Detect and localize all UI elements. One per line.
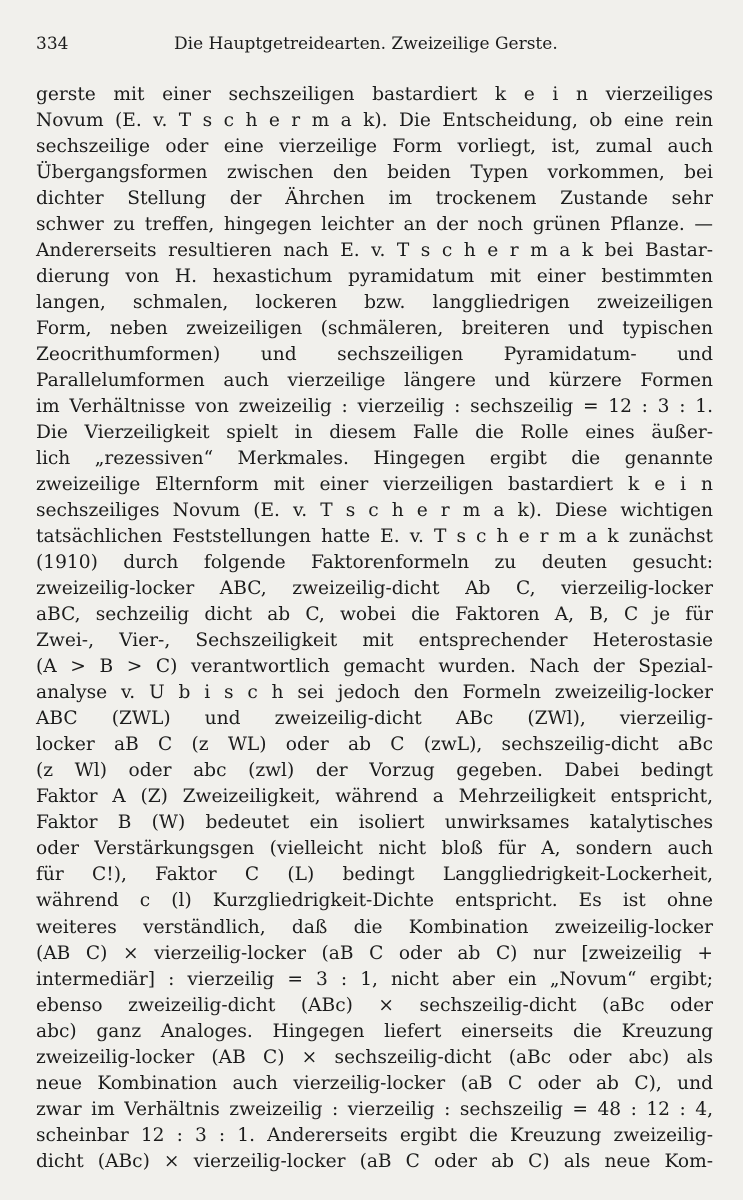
text-line: gerste mit einer sechszeiligen bastardiert k e i n vierzeiliges [36,84,713,105]
text-line: dierung von H. hexastichum pyramidatum mit einer bestimmten [36,266,713,288]
text-line: weiteres verständlich, daß die Kombination zweizeilig-locker [36,916,713,938]
text-line: Zeocrithumformen) und sechszeiligen Pyramidatum- und [36,344,713,366]
text-line: langen, schmalen, lockeren bzw. langgliedrigen zweizeiligen [36,292,713,314]
text-line: Parallelumformen auch vierzeilige längere und kürzere Formen [36,370,713,392]
text-line: sechszeiliges Novum (E. v. T s c h e r m a k). Diese wichtigen [36,500,713,522]
text-line: Form, neben zweizeiligen (schmäleren, breiteren und typischen [36,318,713,340]
text-line: im Verhältnisse von zweizeilig : vierzeilig : sechszeilig = 12 : 3 : 1. [36,396,713,418]
text-line: zwar im Verhältnis zweizeilig : vierzeilig : sechszeilig = 48 : 12 : 4, [36,1098,713,1120]
text-line: ABC (ZWL) und zweizeilig-dicht ABc (ZWl), vierzeilig- [36,708,713,730]
page-header [36,34,716,60]
text-line: sechszeilige oder eine vierzeilige Form vorliegt, ist, zumal auch [36,136,713,158]
running-title: Die Hauptgetreidearten. Zweizeilige Gerste. [174,34,558,54]
page-number: 334 [36,34,69,54]
text-line: zweizeilige Elternform mit einer vierzeiligen bastardiert k e i n [36,474,713,496]
text-line: analyse v. U b i s c h sei jedoch den Formeln zweizeilig-locker [36,682,713,704]
text-line: ebenso zweizeilig-dicht (ABc) × sechszeilig-dicht (aBc oder [36,994,713,1016]
text-line: Faktor B (W) bedeutet ein isoliert unwirksames katalytisches [36,812,713,834]
text-line: locker aB C (z WL) oder ab C (zwL), sechszeilig-dicht aBc [36,734,713,756]
text-line: lich „rezessiven“ Merkmales. Hingegen ergibt die genannte [36,448,713,470]
text-line: Faktor A (Z) Zweizeiligkeit, während a Mehrzeiligkeit entspricht, [36,786,713,808]
text-line: für C!), Faktor C (L) bedingt Langgliedrigkeit-Lockerheit, [36,864,713,886]
text-line: (AB C) × vierzeilig-locker (aB C oder ab C) nur [zweizeilig + [36,942,713,964]
body-text [36,82,713,1175]
text-line: dicht (ABc) × vierzeilig-locker (aB C oder ab C) als neue Kom- [36,1150,713,1172]
text-line: (A > B > C) verantwortlich gemacht wurden. Nach der Spezial- [36,656,713,678]
text-line: tatsächlichen Feststellungen hatte E. v. T s c h e r m a k zunächst [36,526,713,548]
text-line: (z Wl) oder abc (zwl) der Vorzug gegeben. Dabei bedingt [36,760,713,782]
text-line: Übergangsformen zwischen den beiden Typen vorkommen, bei [36,162,713,184]
text-line: schwer zu treffen, hingegen leichter an der noch grünen Pflanze. — [36,214,713,236]
text-line: Die Vierzeiligkeit spielt in diesem Falle die Rolle eines äußer- [36,422,713,444]
text-line: abc) ganz Analoges. Hingegen liefert einerseits die Kreuzung [36,1020,713,1042]
text-line: während c (l) Kurzgliedrigkeit-Dichte entspricht. Es ist ohne [36,890,713,912]
text-line: Zwei-, Vier-, Sechszeiligkeit mit entsprechender Heterostasie [36,630,713,652]
text-line: oder Verstärkungsgen (vielleicht nicht bloß für A, sondern auch [36,838,713,860]
text-line: zweizeilig-locker ABC, zweizeilig-dicht Ab C, vierzeilig-locker [36,578,713,600]
text-line: Andererseits resultieren nach E. v. T s c h e r m a k bei Bastar- [36,240,713,262]
text-line: aBC, sechzeilig dicht ab C, wobei die Faktoren A, B, C je für [36,604,713,626]
text-line: dichter Stellung der Ährchen im trockenem Zustande sehr [36,188,713,210]
text-line: Novum (E. v. T s c h e r m a k). Die Entscheidung, ob eine rein [36,110,713,132]
text-line: zweizeilig-locker (AB C) × sechszeilig-dicht (aBc oder abc) als [36,1046,713,1068]
text-line: neue Kombination auch vierzeilig-locker (aB C oder ab C), und [36,1072,713,1094]
text-line: intermediär] : vierzeilig = 3 : 1, nicht aber ein „Novum“ ergibt; [36,968,713,990]
text-line: (1910) durch folgende Faktorenformeln zu deuten gesucht: [36,552,713,574]
text-line: scheinbar 12 : 3 : 1. Andererseits ergibt die Kreuzung zweizeilig- [36,1124,713,1146]
